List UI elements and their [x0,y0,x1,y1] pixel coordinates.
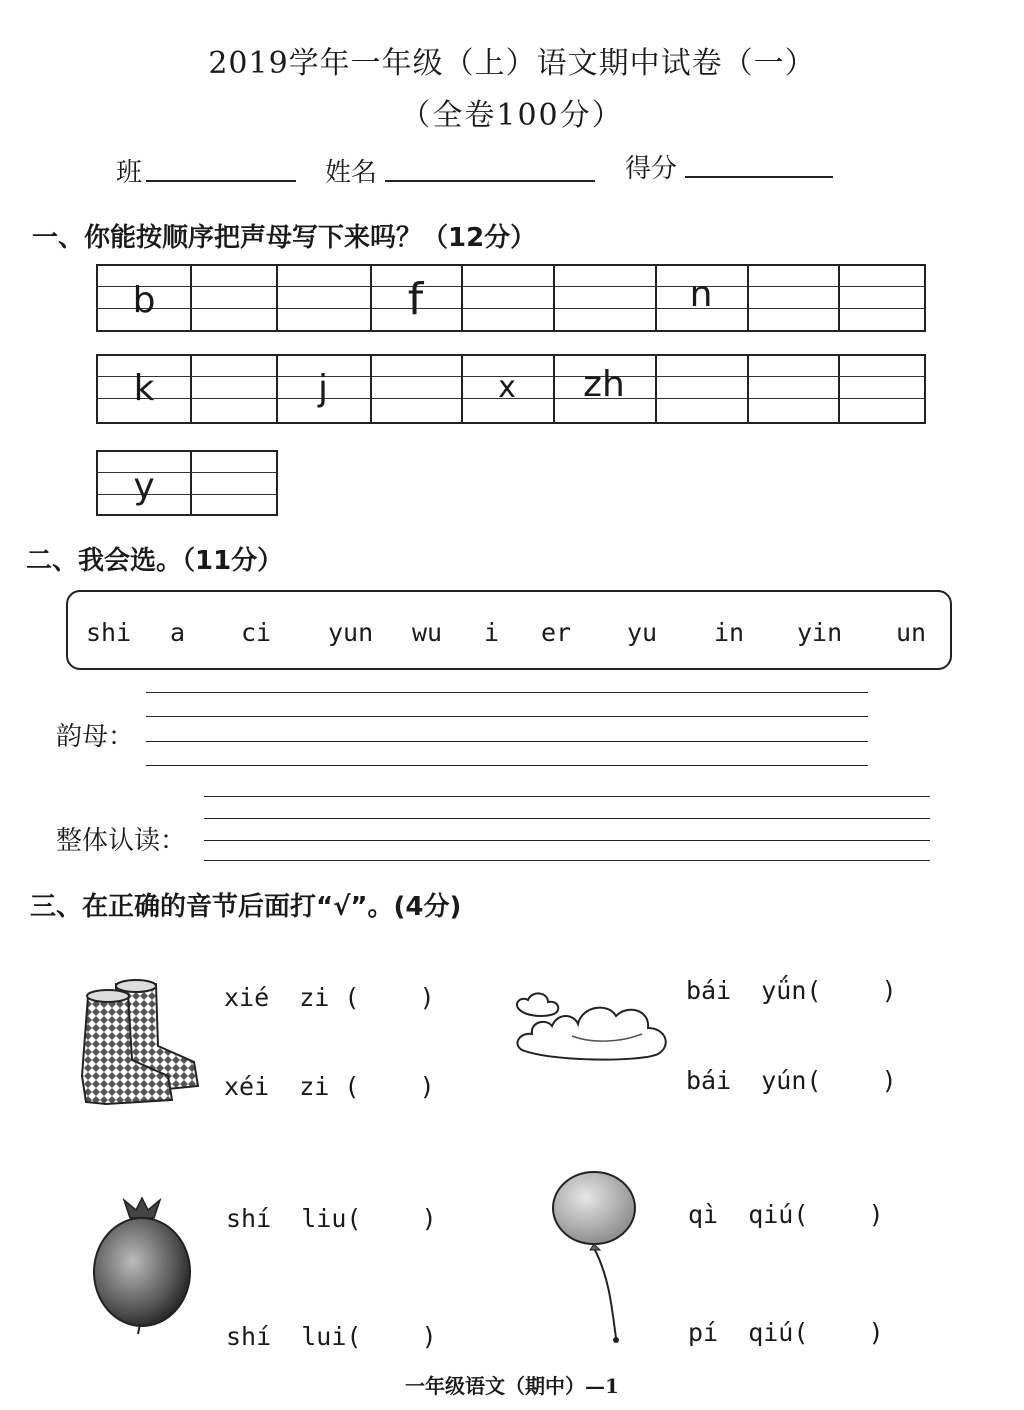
cell-letter: k [133,368,155,409]
boots-picture [76,976,206,1110]
cell-letter: b [132,280,156,321]
cell-letter: zh [583,364,625,405]
option-shi-lui[interactable]: shí lui( ) [226,1322,437,1351]
cell-letter: x [498,370,516,405]
option-xei-zi[interactable]: xéi zi ( ) [224,1072,435,1101]
score-field[interactable] [685,176,833,178]
name-label: 姓名 [325,158,378,188]
option-item: er [541,618,572,647]
option-item: ci [241,618,272,647]
class-label: 班 [116,158,143,188]
option-item: in [714,618,745,647]
option-item: a [170,618,186,647]
section3-heading: 三、在正确的音节后面打“√”。(4分) [30,892,462,922]
pomegranate-picture [90,1196,198,1336]
yunmu-label: 韵母： [56,722,135,752]
pinyin-grid-row-2 [96,354,926,424]
option-item: shi [86,618,132,647]
cell-letter: n [689,274,713,315]
option-qi-qiu[interactable]: qì qiú( ) [688,1200,884,1229]
option-xie-zi[interactable]: xié zi ( ) [224,983,435,1012]
score-label: 得分 [625,154,678,184]
option-item: i [484,618,500,647]
option-item: yun [328,618,374,647]
section2-heading: 二、我会选。（11分） [26,546,284,576]
cell-letter: f [407,274,424,325]
option-item: yu [627,618,658,647]
option-bai-yvn[interactable]: bái yǘn( ) [686,976,897,1005]
cell-letter: j [317,368,328,409]
option-item: yin [797,618,843,647]
cloud-picture [512,984,674,1064]
name-field[interactable] [385,180,595,182]
balloon-picture [550,1170,640,1350]
pinyin-grid-row-3 [96,450,278,516]
page-footer: 一年级语文（期中）—1 [405,1374,619,1398]
pinyin-grid-row-1 [96,264,926,332]
option-item: wu [412,618,443,647]
section1-heading: 一、你能按顺序把声母写下来吗？（12分） [32,223,537,253]
exam-subtitle: （全卷100分） [400,98,624,133]
option-pi-qiu[interactable]: pí qiú( ) [688,1318,884,1347]
zhengti-label: 整体认读： [56,826,187,856]
option-bai-yun[interactable]: bái yún( ) [686,1066,897,1095]
option-shi-liu[interactable]: shí liu( ) [226,1204,437,1233]
option-item: un [896,618,927,647]
cell-letter: y [133,466,155,507]
exam-title: 2019学年一年级（上）语文期中试卷（一） [208,46,816,81]
class-field[interactable] [146,180,296,182]
